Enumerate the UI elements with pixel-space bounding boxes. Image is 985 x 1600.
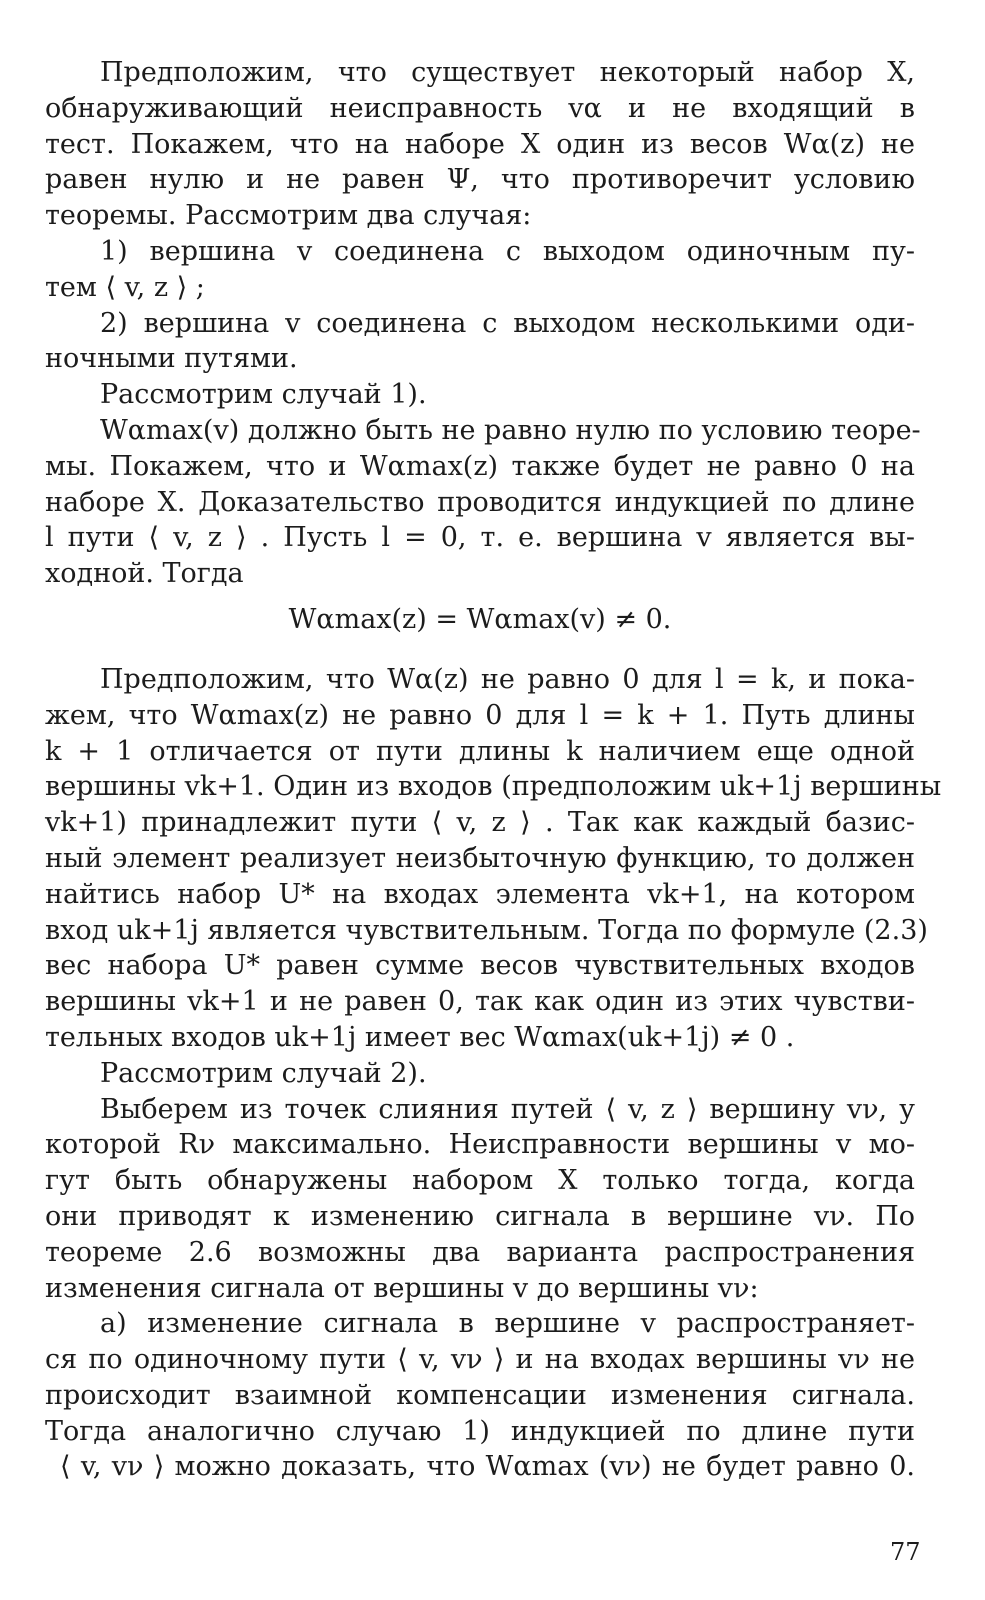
text-line: найтись набор U* на входах элемента vk+1, на котором xyxy=(45,878,915,910)
text-line: вход uk+1j является чувствительным. Тогда по формуле (2.3) xyxy=(45,914,928,946)
text-line: тем ⟨ v, z ⟩ ; xyxy=(45,271,205,303)
text-line: мы. Покажем, что и Wαmax(z) также будет не равно 0 на xyxy=(45,450,915,482)
text-line: тест. Покажем, что на наборе X один из весов Wα(z) не xyxy=(45,128,915,160)
text-line: жем, что Wαmax(z) не равно 0 для l = k + 1. Путь длины xyxy=(45,699,915,731)
text-line: вершины vk+1 и не равен 0, так как один из этих чувстви- xyxy=(45,986,915,1018)
text-line: теоремы. Рассмотрим два случая: xyxy=(45,200,532,232)
text-line: равен нулю и не равен Ψ, что противоречит условию xyxy=(45,164,915,196)
text-line: обнаруживающий неисправность vα и не входящий в xyxy=(45,92,915,124)
text-line: Предположим, что существует некоторый набор X, xyxy=(100,57,915,88)
text-line: l пути ⟨ v, z ⟩ . Пусть l = 0, т. е. вершина v является вы- xyxy=(45,522,915,554)
text-line: вершины vk+1. Один из входов (предположим uk+1j вершины xyxy=(45,771,942,803)
text-line: Выберем из точек слияния путей ⟨ v, z ⟩ вершину vν, у xyxy=(100,1093,915,1125)
text-line: k + 1 отличается от пути длины k наличием еще одной xyxy=(45,735,915,767)
text-line: vk+1) принадлежит пути ⟨ v, z ⟩ . Так как каждый базис- xyxy=(45,807,915,839)
text-line: Предположим, что Wα(z) не равно 0 для l = k, и пока- xyxy=(100,663,915,695)
text-line: Wαmax(v) должно быть не равно нулю по условию теоре- xyxy=(100,414,921,446)
text-line: происходит взаимной компенсации изменения сигнала. xyxy=(45,1379,915,1411)
formula: Wαmax(z) = Wαmax(v) ≠ 0. xyxy=(288,603,672,635)
text-line: ся по одиночному пути ⟨ v, vν ⟩ и на входах вершины vν не xyxy=(45,1344,915,1376)
text-line: они приводят к изменению сигнала в вершине vν. По xyxy=(45,1200,915,1232)
text-line: Рассмотрим случай 1). xyxy=(100,379,427,411)
text-line: а) изменение сигнала в вершине v распространяет- xyxy=(100,1308,915,1340)
text-line: гут быть обнаружены набором X только тогда, когда xyxy=(45,1165,915,1197)
text-line: вес набора U* равен сумме весов чувствительных входов xyxy=(45,950,915,982)
text-line: ный элемент реализует неизбыточную функцию, то должен xyxy=(45,842,915,874)
text-line: тельных входов uk+1j имеет вес Wαmax(uk+1j) ≠ 0 . xyxy=(45,1021,795,1053)
text-line: теореме 2.6 возможны два варианта распространения xyxy=(45,1236,915,1268)
text-line: изменения сигнала от вершины v до вершины vν: xyxy=(45,1272,759,1304)
text-line: ходной. Тогда xyxy=(45,558,244,590)
text-line: 2) вершина v соединена с выходом несколькими оди- xyxy=(100,307,915,339)
text-line: ночными путями. xyxy=(45,343,298,375)
text-line: ⟨ v, vν ⟩ можно доказать, что Wαmax (vν) не будет равно 0. xyxy=(60,1451,915,1483)
text-line: 1) вершина v соединена с выходом одиночным пу- xyxy=(100,235,915,267)
text-line: Рассмотрим случай 2). xyxy=(100,1057,427,1089)
page-number: 77 xyxy=(890,1538,921,1566)
text-line: наборе X. Доказательство проводится индукцией по длине xyxy=(45,486,915,518)
text-line: Тогда аналогично случаю 1) индукцией по длине пути xyxy=(45,1415,915,1447)
page-text xyxy=(45,55,942,1485)
text-line: которой Rν максимально. Неисправности вершины v мо- xyxy=(45,1129,915,1161)
